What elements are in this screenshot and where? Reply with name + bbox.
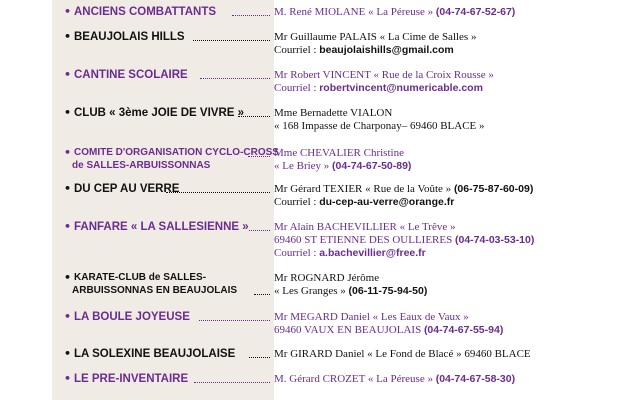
bullet-icon: • (64, 182, 72, 195)
contact-line (274, 5, 515, 19)
contact-line (274, 284, 427, 298)
contact-text: Courriel : (274, 82, 320, 94)
contact-line (274, 106, 392, 120)
contact-detail: robertvincent@numericable.com (319, 82, 483, 94)
contact-text: Courriel : (274, 247, 320, 259)
association-name: DU CEP AU VERRE (74, 183, 180, 195)
contact-line (274, 220, 455, 234)
contact-text: Mr Alain BACHEVILLIER « Le Trêve » (274, 221, 456, 233)
contact-line (274, 246, 426, 260)
association-name: COMITE D'ORGANISATION CYCLO-CROSS (74, 147, 279, 158)
contact-line (274, 43, 454, 57)
contact-line (274, 68, 494, 82)
contact-line (274, 119, 485, 133)
association-name: de SALLES-ARBUISSONNAS (72, 160, 211, 171)
contact-line (274, 271, 379, 285)
contact-text: Mr ROGNARD Jérôme (274, 272, 380, 284)
dot-leader (238, 116, 270, 117)
bullet-icon: • (64, 5, 72, 18)
contact-text: Mr MEGARD Daniel « Les Eaux de Vaux » (274, 311, 469, 323)
contact-detail: (04-74-67-50-89) (332, 160, 412, 172)
contact-text: Courriel : (274, 44, 320, 56)
contact-detail: du-cep-au-verre@orange.fr (319, 196, 455, 208)
dot-leader (232, 15, 270, 16)
contact-text: « Le Briey » (274, 160, 333, 172)
contact-text: « Les Granges » (274, 285, 349, 297)
contact-text: « 168 Impasse de Charponay– 69460 BLACE » (274, 120, 485, 132)
dot-leader (193, 40, 270, 41)
contact-line (274, 81, 483, 95)
dot-leader (254, 294, 270, 295)
dot-leader (249, 230, 270, 231)
contact-detail: (06-11-75-94-50) (348, 285, 428, 297)
association-name: ANCIENS COMBATTANTS (74, 6, 217, 18)
bullet-icon: • (64, 68, 72, 81)
bullet-icon: • (64, 372, 72, 385)
contact-line (274, 347, 531, 361)
dot-leader (249, 357, 270, 358)
contact-text: M. René MIOLANE « La Péreuse » (274, 6, 436, 18)
contact-text: Mr Robert VINCENT « Rue de la Croix Rousse » (274, 69, 494, 81)
contact-line (274, 195, 454, 209)
contact-detail: (06-75-87-60-09) (453, 183, 534, 195)
association-name: BEAUJOLAIS HILLS (74, 31, 185, 43)
contact-line (274, 159, 411, 173)
association-name: FANFARE « LA SALLESIENNE » (74, 221, 249, 233)
association-name: ARBUISSONNAS EN BEAUJOLAIS (72, 285, 238, 296)
contact-line (274, 30, 476, 44)
dot-leader (194, 382, 270, 383)
association-name: LA BOULE JOYEUSE (74, 311, 190, 323)
contact-text: Mme Bernadette VIALON (274, 107, 393, 119)
dot-leader (166, 192, 270, 193)
contact-detail: (04-74-67-55-94) (423, 324, 504, 336)
contact-line (274, 372, 515, 386)
association-name: KARATE-CLUB de SALLES- (74, 272, 207, 283)
bullet-icon: • (64, 220, 72, 233)
contact-line (274, 233, 534, 247)
contact-detail: beaujolaishills@gmail.com (319, 44, 454, 56)
contact-line (274, 310, 469, 324)
association-name: CLUB « 3ème JOIE DE VIVRE » (74, 107, 245, 119)
bullet-icon: • (64, 347, 72, 360)
contact-text: Courriel : (274, 196, 320, 208)
dot-leader (248, 156, 270, 157)
page-margin-band (52, 0, 274, 400)
contact-line (274, 182, 533, 196)
contact-text: M. Gérard CROZET « La Péreuse » (274, 373, 436, 385)
contact-text: Mr Guillaume PALAIS « La Cime de Salles » (274, 31, 477, 43)
contact-text: Mme CHEVALIER Christine (274, 147, 404, 159)
contact-text: Mr GIRARD Daniel « Le Fond de Blacé » 69460 BLACE (274, 348, 531, 360)
contact-detail: (04-74-03-53-10) (454, 234, 535, 246)
bullet-icon: • (64, 106, 72, 119)
dot-leader (200, 78, 270, 79)
bullet-icon: • (64, 271, 72, 284)
contact-text: 69460 ST ETIENNE DES OULLIERES (274, 234, 455, 246)
contact-detail: (04-74-67-58-30) (435, 373, 516, 385)
contact-text: Mr Gérard TEXIER « Rue de la Voûte » (274, 183, 454, 195)
bullet-icon: • (64, 146, 72, 159)
bullet-icon: • (64, 30, 72, 43)
contact-text: 69460 VAUX EN BEAUJOLAIS (274, 324, 424, 336)
contact-detail: a.bachevillier@free.fr (319, 247, 426, 259)
contact-detail: (04-74-67-52-67) (435, 6, 516, 18)
dot-leader (199, 320, 270, 321)
contact-line (274, 146, 404, 160)
association-name: LA SOLEXINE BEAUJOLAISE (74, 348, 236, 360)
bullet-icon: • (64, 310, 72, 323)
association-name: LE PRE-INVENTAIRE (74, 373, 189, 385)
contact-line (274, 323, 503, 337)
association-name: CANTINE SCOLAIRE (74, 69, 188, 81)
